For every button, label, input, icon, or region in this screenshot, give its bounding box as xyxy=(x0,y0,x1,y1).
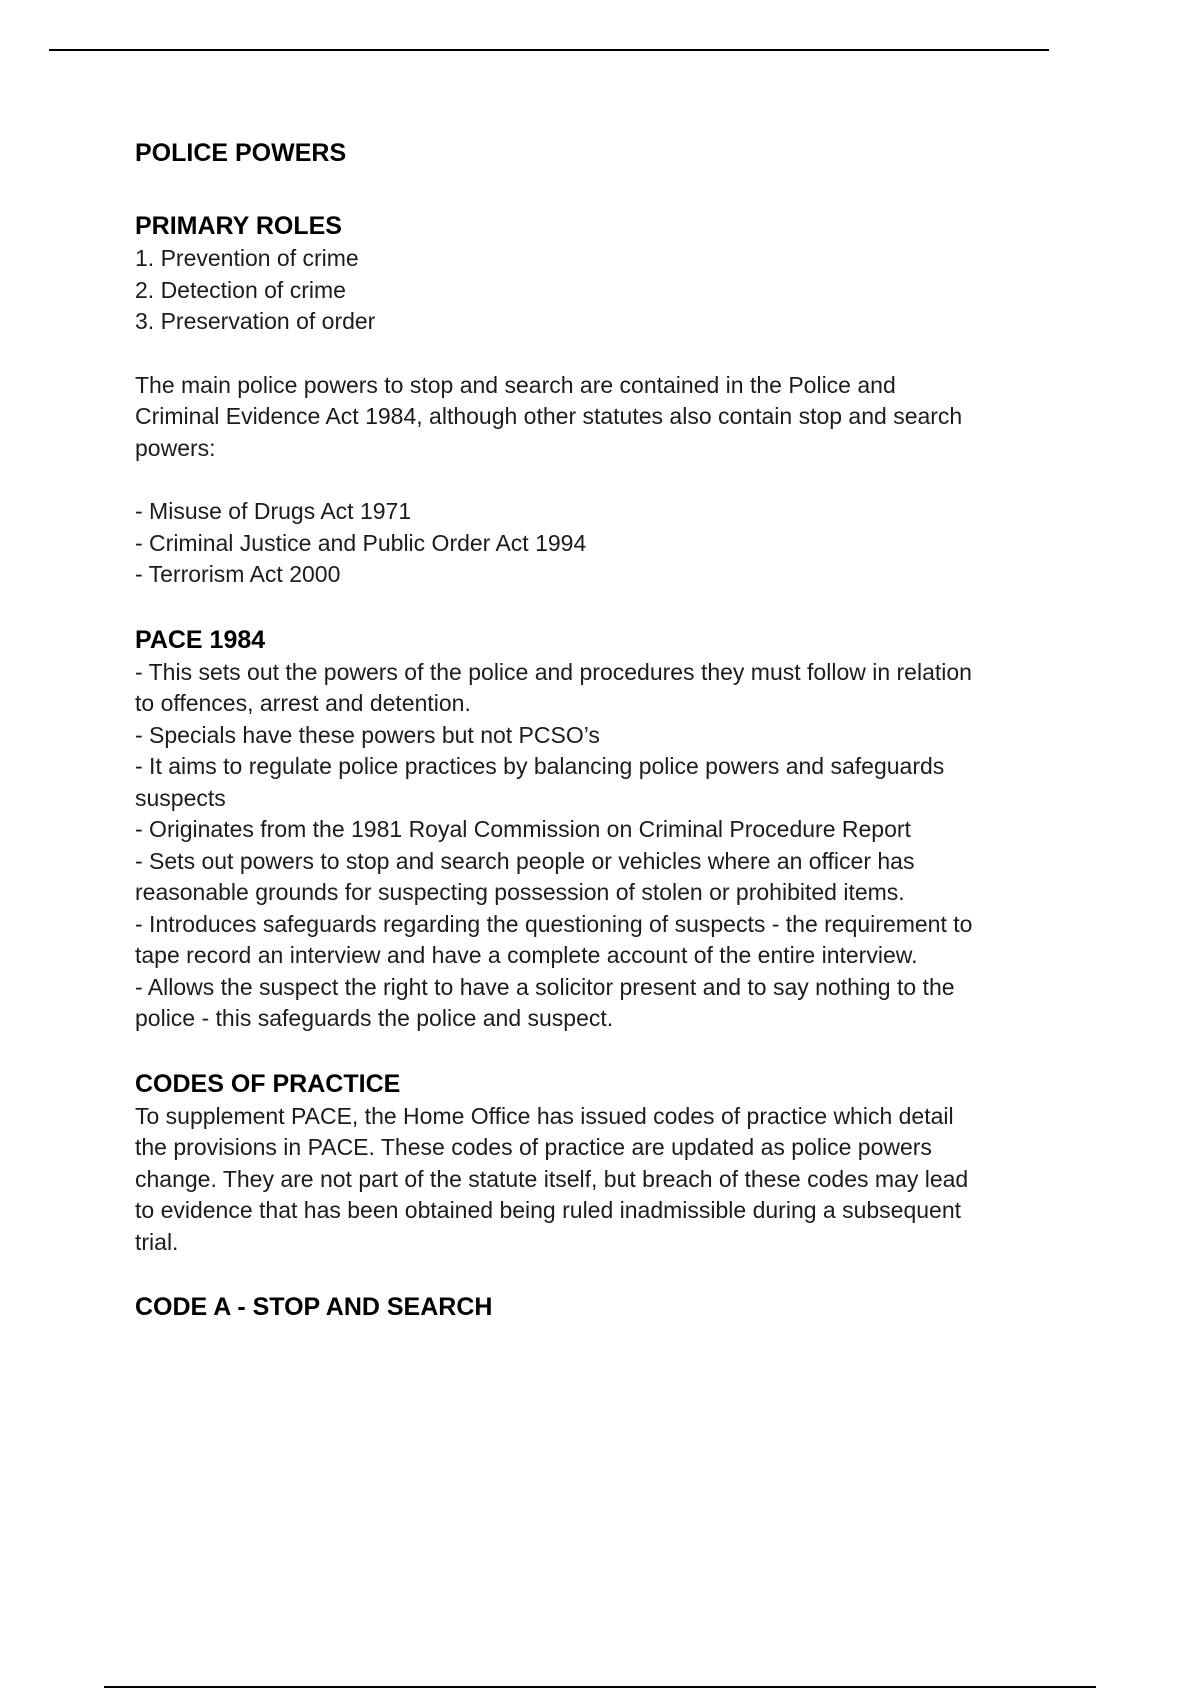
codes-of-practice-paragraph: To supplement PACE, the Home Office has issued codes of practice which detail the provisions in PACE. These codes of practice are updated as police powers change. They are not part of the statute itself, but breach of these codes may lead to evidence that has been obtained being ruled inadmissible during a subsequent trial. xyxy=(135,1102,969,1255)
primary-role-item: 2. Detection of crime xyxy=(135,276,346,303)
primary-role-item: 3. Preservation of order xyxy=(135,308,376,334)
pace-heading: PACE 1984 xyxy=(135,625,266,654)
document-content xyxy=(135,137,977,1324)
pace-bullet: - It aims to regulate police practices by balancing police powers and safeguards suspects xyxy=(135,753,945,811)
statute-item: - Criminal Justice and Public Order Act 1994 xyxy=(135,529,587,556)
codes-of-practice-heading: CODES OF PRACTICE xyxy=(135,1069,401,1098)
top-rule xyxy=(49,49,1049,51)
code-a-heading: CODE A - STOP AND SEARCH xyxy=(135,1293,493,1321)
statute-list xyxy=(135,496,977,591)
intro-paragraph: The main police powers to stop and search are contained in the Police and Criminal Evidence Act 1984, although other statutes also contain stop and search powers: xyxy=(135,371,963,461)
pace-bullet: - Introduces safeguards regarding the questioning of suspects - the requirement to tape record an interview and have a complete account of the entire interview. xyxy=(135,910,973,968)
pace-bullet: - Sets out powers to stop and search people or vehicles where an officer has reasonable grounds for suspecting possession of stolen or prohibited items. xyxy=(135,847,915,905)
primary-role-item: 1. Prevention of crime xyxy=(135,245,359,271)
pace-bullet: - This sets out the powers of the police and procedures they must follow in relation to offences, arrest and detention. xyxy=(135,658,972,716)
pace-bullet: - Specials have these powers but not PCSO’s xyxy=(135,721,600,748)
statute-item: - Terrorism Act 2000 xyxy=(135,561,341,587)
primary-roles-heading: PRIMARY ROLES xyxy=(135,212,342,240)
section-codes-of-practice xyxy=(135,1067,977,1259)
pace-bullet: - Originates from the 1981 Royal Commission on Criminal Procedure Report xyxy=(135,816,911,842)
pace-bullet: - Allows the suspect the right to have a solicitor present and to say nothing to the police - this safeguards the police and suspect. xyxy=(135,973,955,1031)
document-title: POLICE POWERS xyxy=(135,139,347,167)
section-primary-roles xyxy=(135,209,977,338)
section-pace-1984 xyxy=(135,623,977,1035)
statute-item: - Misuse of Drugs Act 1971 xyxy=(135,498,412,524)
bottom-rule xyxy=(104,1686,1096,1688)
